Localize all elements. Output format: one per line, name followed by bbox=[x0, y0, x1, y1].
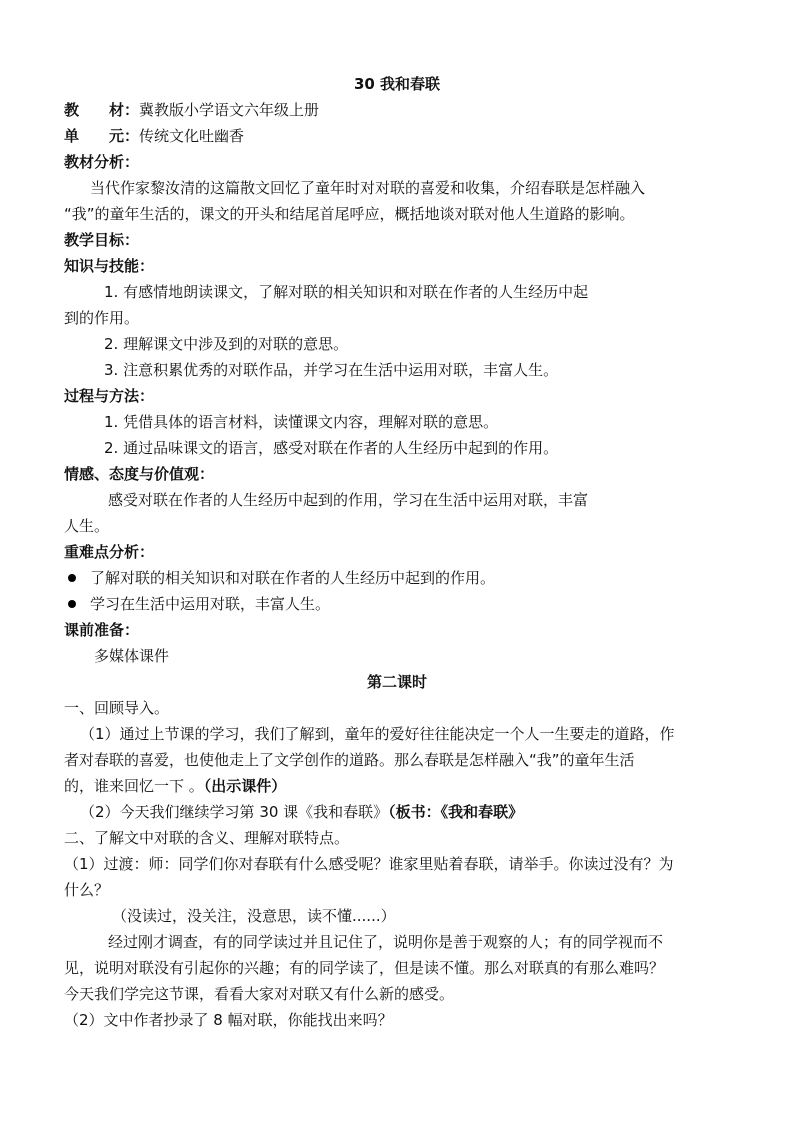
key-point-item bbox=[68, 594, 330, 614]
analysis-heading: 教材分析： bbox=[64, 153, 140, 171]
page-title: 30 我和春联 bbox=[353, 75, 441, 93]
emotion-text-line1: 感受对联在作者的人生经历中起到的作用，学习在生活中运用对联，丰富 bbox=[108, 491, 589, 509]
section-1-heading: 一、回顾导入。 bbox=[64, 699, 170, 717]
blackboard-note: （板书：《我和春联》 bbox=[388, 803, 524, 821]
unit-value: 传统文化吐幽香 bbox=[139, 127, 245, 145]
section-1-item-1-line3-text: 的，谁来回忆一下 。 bbox=[64, 777, 204, 795]
knowledge-heading: 知识与技能： bbox=[64, 257, 155, 275]
section-2-paragraph-line1: 经过刚才调查，有的同学读过并且记住了，说明你是善于观察的人；有的同学视而不 bbox=[108, 933, 664, 951]
key-point-text: 了解对联的相关知识和对联在作者的人生经历中起到的作用。 bbox=[90, 569, 496, 587]
emotion-heading: 情感、态度与价值观： bbox=[64, 465, 215, 483]
prep-heading: 课前准备： bbox=[64, 621, 140, 639]
section-1-item-2 bbox=[80, 802, 523, 822]
section-2-heading: 二、了解文中对联的含义、理解对联特点。 bbox=[64, 829, 350, 847]
key-point-text: 学习在生活中运用对联，丰富人生。 bbox=[90, 595, 331, 613]
section-2-paragraph-line2: 见，说明对联没有引起你的兴趣；有的同学读了，但是读不懂。那么对联真的有那么难吗？ bbox=[64, 959, 665, 977]
emotion-text-line2: 人生。 bbox=[64, 517, 110, 535]
knowledge-item-3: 3. 注意积累优秀的对联作品，并学习在生活中运用对联，丰富人生。 bbox=[104, 361, 559, 379]
key-points-heading: 重难点分析： bbox=[64, 543, 155, 561]
show-courseware-note: （出示课件） bbox=[203, 777, 287, 795]
process-item-2: 2. 通过品味课文的语言，感受对联在作者的人生经历中起到的作用。 bbox=[104, 439, 559, 457]
section-2-paragraph-line3: 今天我们学完这节课，看看大家对对联又有什么新的感受。 bbox=[64, 985, 455, 1003]
textbook-label-a: 教 bbox=[64, 101, 80, 119]
bullet-icon bbox=[68, 574, 76, 582]
section-2-item-1-line2: 什么？ bbox=[64, 881, 110, 899]
knowledge-item-2: 2. 理解课文中涉及到的对联的意思。 bbox=[104, 335, 349, 353]
process-heading: 过程与方法： bbox=[64, 387, 155, 405]
analysis-text-line2: “我”的童年生活的，课文的开头和结尾首尾呼应，概括地谈对联对他人生道路的影响。 bbox=[64, 205, 635, 223]
unit-label-a: 单 bbox=[64, 127, 80, 145]
section-1-item-1-line3 bbox=[64, 776, 286, 796]
unit-label-b: 元： bbox=[109, 127, 140, 145]
key-point-item bbox=[68, 568, 495, 588]
prep-value: 多媒体课件 bbox=[94, 647, 170, 665]
process-item-1: 1. 凭借具体的语言材料，读懂课文内容，理解对联的意思。 bbox=[104, 413, 499, 431]
unit-line bbox=[64, 126, 244, 146]
knowledge-item-1-line2: 到的作用。 bbox=[64, 309, 140, 327]
textbook-label-b: 材： bbox=[109, 101, 140, 119]
knowledge-item-1-line1: 1. 有感情地朗读课文，了解对联的相关知识和对联在作者的人生经历中起 bbox=[104, 283, 589, 301]
textbook-line bbox=[64, 100, 319, 120]
section-1-item-1-line1: （1）通过上节课的学习，我们了解到，童年的爱好往往能决定一个人一生要走的道路，作 bbox=[80, 725, 675, 743]
student-answers: （没读过，没关注，没意思，读不懂......） bbox=[112, 907, 396, 925]
bullet-icon bbox=[68, 600, 76, 608]
section-1-item-1-line2: 者对春联的喜爱，也使他走上了文学创作的道路。那么春联是怎样融入“我”的童年生活 bbox=[64, 751, 635, 769]
section-2-item-2: （2）文中作者抄录了 8 幅对联，你能找出来吗？ bbox=[64, 1011, 393, 1029]
analysis-text-line1: 当代作家黎汝清的这篇散文回忆了童年时对对联的喜爱和收集，介绍春联是怎样融入 bbox=[90, 179, 646, 197]
section-2-item-1-line1: （1）过渡：师：同学们你对春联有什么感受呢？谁家里贴着春联，请举手。你读过没有？为 bbox=[64, 855, 674, 873]
lesson-heading: 第二课时 bbox=[366, 673, 427, 691]
textbook-value: 冀教版小学语文六年级上册 bbox=[139, 101, 320, 119]
section-1-item-2-text: （2）今天我们继续学习第 30 课《我和春联》 bbox=[80, 803, 389, 821]
goals-heading: 教学目标： bbox=[64, 231, 140, 249]
